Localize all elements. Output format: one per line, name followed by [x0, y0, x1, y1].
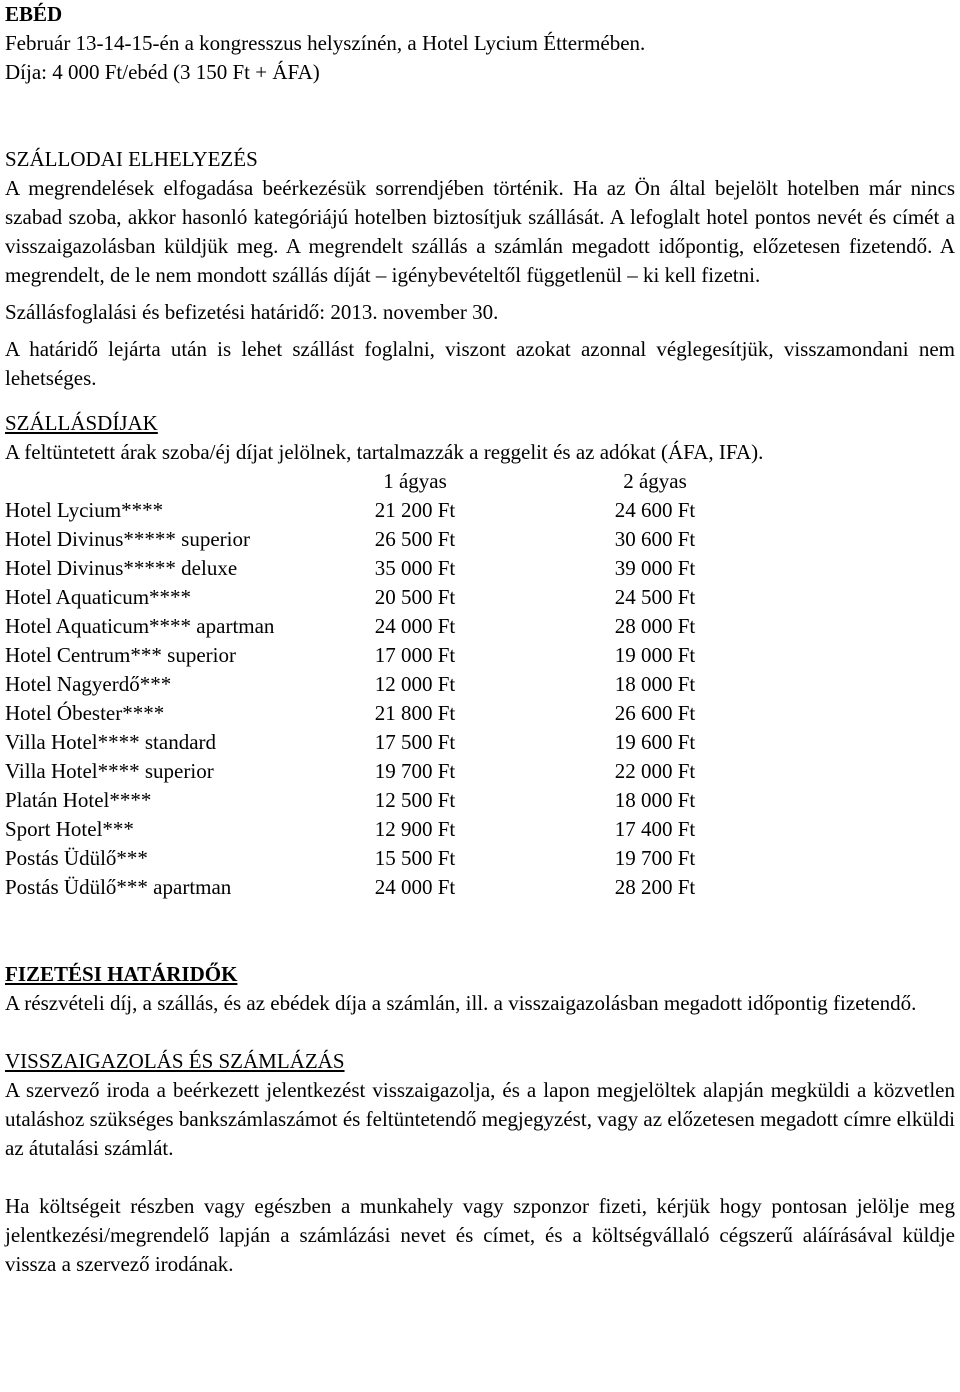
hotel-name: Postás Üdülő*** apartman — [5, 875, 232, 899]
rates-heading: SZÁLLÁSDÍJAK — [5, 411, 158, 435]
price-double: 18 000 Ft — [614, 672, 696, 696]
hotel-name: Villa Hotel**** superior — [5, 759, 214, 783]
invoicing-heading: VISSZAIGAZOLÁS ÉS SZÁMLÁZÁS — [5, 1049, 345, 1073]
price-double: 22 000 Ft — [614, 759, 696, 783]
price-double: 24 600 Ft — [614, 498, 696, 522]
payment-heading: FIZETÉSI HATÁRIDŐK — [5, 962, 238, 986]
price-double: 17 400 Ft — [614, 817, 696, 841]
rates-body — [5, 496, 825, 902]
accommodation-heading: SZÁLLODAI ELHELYEZÉS — [5, 147, 258, 171]
spacer — [5, 902, 955, 931]
price-single: 21 800 Ft — [374, 701, 456, 725]
spacer — [5, 401, 955, 409]
spacer — [5, 1163, 955, 1192]
table-row — [5, 641, 825, 670]
spacer — [5, 393, 955, 401]
hotel-name: Hotel Nagyerdő*** — [5, 672, 172, 696]
rates-table — [5, 467, 825, 902]
table-row — [5, 583, 825, 612]
table-row — [5, 844, 825, 873]
table-row — [5, 496, 825, 525]
hotel-name: Hotel Óbester**** — [5, 701, 165, 725]
hotel-name: Platán Hotel**** — [5, 788, 152, 812]
document-page — [5, 0, 955, 1279]
payment-paragraph: A részvételi díj, a szállás, és az ebédek díja a számlán, ill. a visszaigazolásban megadott időpontig fizetendő. — [5, 991, 917, 1015]
price-double: 28 000 Ft — [614, 614, 696, 638]
hotel-name: Hotel Divinus***** deluxe — [5, 556, 238, 580]
rates-header-hotel — [5, 467, 345, 496]
lunch-heading: EBÉD — [5, 2, 63, 26]
hotel-name: Hotel Aquaticum**** — [5, 585, 192, 609]
table-row — [5, 612, 825, 641]
hotel-name: Hotel Centrum*** superior — [5, 643, 236, 667]
price-single: 12 000 Ft — [374, 672, 456, 696]
spacer — [5, 327, 955, 335]
price-double: 19 000 Ft — [614, 643, 696, 667]
price-double: 18 000 Ft — [614, 788, 696, 812]
price-single: 26 500 Ft — [374, 527, 456, 551]
price-single: 17 500 Ft — [374, 730, 456, 754]
spacer — [5, 931, 955, 960]
table-row — [5, 757, 825, 786]
table-row — [5, 815, 825, 844]
booking-deadline: Szállásfoglalási és befizetési határidő: 2013. november 30. — [5, 300, 499, 324]
price-single: 19 700 Ft — [374, 759, 456, 783]
hotel-name: Villa Hotel**** standard — [5, 730, 217, 754]
price-single: 15 500 Ft — [374, 846, 456, 870]
table-row — [5, 670, 825, 699]
late-booking-note: A határidő lejárta után is lehet szállást foglalni, viszont azokat azonnal véglegesítjük, visszamondani nem lehetséges. — [5, 337, 955, 390]
price-single: 12 900 Ft — [374, 817, 456, 841]
spacer — [5, 1018, 955, 1047]
hotel-name: Sport Hotel*** — [5, 817, 134, 841]
table-row — [5, 525, 825, 554]
price-single: 24 000 Ft — [374, 614, 456, 638]
hotel-name: Hotel Lycium**** — [5, 498, 164, 522]
price-double: 19 600 Ft — [614, 730, 696, 754]
price-single: 20 500 Ft — [374, 585, 456, 609]
rates-intro: A feltüntetett árak szoba/éj díjat jelölnek, tartalmazzák a reggelit és az adókat (ÁFA, IFA). — [5, 440, 764, 464]
rates-header-row — [5, 467, 825, 496]
price-single: 24 000 Ft — [374, 875, 456, 899]
table-row — [5, 699, 825, 728]
price-single: 17 000 Ft — [374, 643, 456, 667]
rates-header-double: 2 ágyas — [623, 469, 687, 493]
table-row — [5, 786, 825, 815]
lunch-price: Díja: 4 000 Ft/ebéd (3 150 Ft + ÁFA) — [5, 60, 320, 84]
price-double: 28 200 Ft — [614, 875, 696, 899]
table-row — [5, 728, 825, 757]
price-single: 12 500 Ft — [374, 788, 456, 812]
price-single: 35 000 Ft — [374, 556, 456, 580]
table-row — [5, 873, 825, 902]
spacer — [5, 87, 955, 116]
price-double: 30 600 Ft — [614, 527, 696, 551]
lunch-location: Február 13-14-15-én a kongresszus helyszínén, a Hotel Lycium Éttermében. — [5, 31, 646, 55]
invoicing-paragraph-1: A szervező iroda a beérkezett jelentkezést visszaigazolja, és a lapon megjelöltek alapján megküldi a közvetlen utaláshoz szükséges bankszámlaszámot és feltüntetendő megjegyzést, vagy az előzetesen megadott címre elküldi az átutalási számlát. — [5, 1078, 955, 1160]
price-double: 24 500 Ft — [614, 585, 696, 609]
hotel-name: Hotel Aquaticum**** apartman — [5, 614, 275, 638]
accommodation-paragraph: A megrendelések elfogadása beérkezésük sorrendjében történik. Ha az Ön által bejelölt hotelben már nincs szabad szoba, akkor hasonló kategóriájú hotelben biztosítjuk szállását. A lefoglalt hotel pontos nevét és címét a visszaigazolásban küldjük meg. A megrendelt szállás a számlán megadott időpontig, előzetesen fizetendő. A megrendelt, de le nem mondott szállás díját – igénybevételtől függetlenül – ki kell fizetni. — [5, 176, 955, 287]
spacer — [5, 116, 955, 145]
price-double: 39 000 Ft — [614, 556, 696, 580]
spacer — [5, 290, 955, 298]
rates-header-single: 1 ágyas — [383, 469, 447, 493]
hotel-name: Postás Üdülő*** — [5, 846, 148, 870]
invoicing-paragraph-2: Ha költségeit részben vagy egészben a munkahely vagy szponzor fizeti, kérjük hogy pontosan jelölje meg jelentkezési/megrendelő lapján a számlázási nevet és címet, és a költségvállaló cégszerű aláírásával küldje vissza a szervező irodának. — [5, 1194, 955, 1276]
price-double: 19 700 Ft — [614, 846, 696, 870]
hotel-name: Hotel Divinus***** superior — [5, 527, 250, 551]
price-single: 21 200 Ft — [374, 498, 456, 522]
table-row — [5, 554, 825, 583]
price-double: 26 600 Ft — [614, 701, 696, 725]
